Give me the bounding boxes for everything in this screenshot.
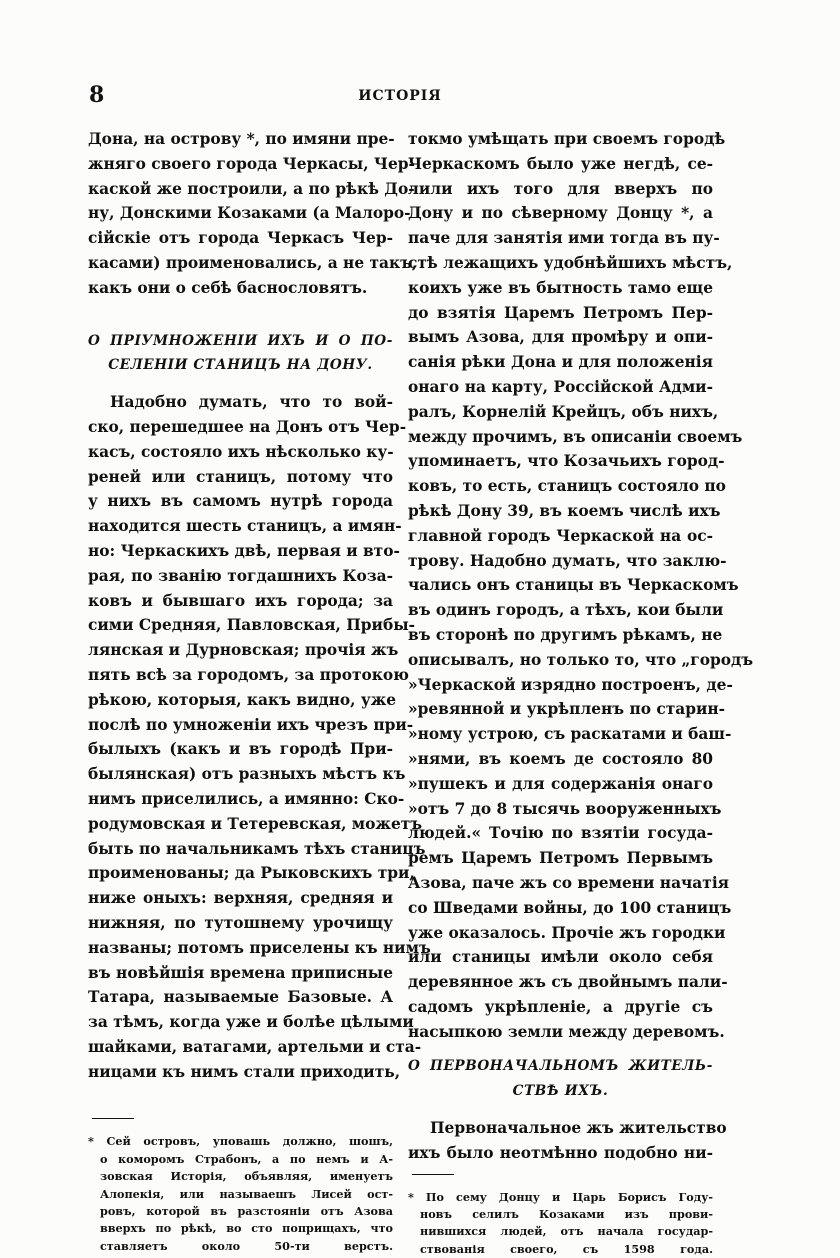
text-line: стѣ лежащихъ удобнѣйшихъ мѣстъ,: [408, 253, 733, 272]
text-line: »ревянной и укрѣпленъ по старин-: [408, 700, 726, 719]
text-line: ровъ, которой въ разстояніи отъ Азова: [100, 1204, 393, 1219]
text-line: О ПЕРВОНАЧАЛЬНОМЪ ЖИТЕЛЬ-: [408, 1058, 713, 1075]
text-line: Азова, паче жъ со времени начатія: [408, 873, 730, 892]
text-line: ремъ Царемъ Петромъ Первымъ: [408, 849, 713, 868]
text-line: »нями, въ коемъ де состояло 80: [408, 749, 713, 768]
left-footnote: [88, 1133, 393, 1255]
text-line: нижняя, по тутошнему урочищу: [88, 913, 393, 932]
page-number: 8: [89, 82, 105, 108]
text-line: сійскіе отъ города Черкасъ Чер-: [88, 229, 393, 248]
text-line: ниже оныхъ: верхняя, средняя и: [88, 889, 393, 908]
text-line: касами) проименовались, а не такъ,: [88, 253, 418, 272]
text-line: ско, перешедшее на Донъ отъ Чер-: [88, 417, 407, 436]
text-line: онаго на карту, Россійской Адми-: [408, 377, 713, 396]
text-line: лянская и Дурновская; прочія жъ: [88, 641, 399, 660]
text-line: ралъ, Корнелій Крейцъ, объ нихъ,: [408, 402, 719, 421]
text-line: Первоначальное жъ жительство: [430, 1119, 727, 1138]
text-line: каской же построили, а по рѣкѣ До-: [88, 179, 415, 198]
text-line: шайками, ватагами, артельми и ста-: [88, 1037, 422, 1056]
text-line: ковъ и бывшаго ихъ города; за: [88, 591, 393, 610]
text-line: со Шведами войны, до 100 станицъ: [408, 898, 732, 917]
text-line: уже оказалось. Прочіе жъ городки: [408, 923, 726, 942]
right-paragraph-2: [408, 1116, 727, 1166]
text-line: за тѣмъ, когда уже и болѣе цѣлыми: [88, 1013, 414, 1032]
right-column: [408, 127, 754, 1258]
text-line: коихъ уже въ бытность тамо еще: [408, 278, 713, 297]
text-line: санія рѣки Дона и для положенія: [408, 353, 713, 372]
text-line: былянская) отъ разныхъ мѣстъ къ: [88, 765, 406, 784]
text-line: зовская Исторія, объявляя, именуетъ: [100, 1169, 393, 1184]
text-line: или станицы имѣли около себя: [408, 948, 713, 967]
text-line: паче для занятія ими тогда въ пу-: [408, 229, 720, 248]
text-line: въ одинъ городъ, а тѣхъ, кои были: [408, 601, 724, 620]
left-paragraph-2: [88, 390, 431, 1084]
text-line: Алопекія, или называешъ Лисей ост-: [100, 1186, 393, 1201]
footnote-rule: [92, 1118, 134, 1119]
text-line: деревянное жъ съ двойнымъ пали-: [408, 973, 728, 992]
text-line: »пушекъ и для содержанія онаго: [408, 774, 713, 793]
text-line: вверхъ по рѣкѣ, во сто поприщахъ, что: [100, 1221, 393, 1236]
text-line: родумовская и Тетеревская, можетъ: [88, 814, 423, 833]
text-line: ствованія своего, съ 1598 года.: [420, 1241, 713, 1256]
text-line: послѣ по умноженіи ихъ чрезъ при-: [88, 715, 414, 734]
text-line: но: Черкаскихъ двѣ, первая и вто-: [88, 541, 400, 560]
text-line: находится шесть станицъ, а имян-: [88, 517, 402, 536]
text-line: людей.« Точію по взятіи госуда-: [408, 824, 713, 843]
text-line: рая, по званію тогдашнихъ Коза-: [88, 566, 393, 585]
text-line: насыпкою земли между деревомъ.: [408, 1022, 725, 1041]
text-line: сими Средняя, Павловская, Прибы-: [88, 616, 416, 635]
text-line: описывалъ, но только то, что „городъ: [408, 650, 754, 669]
text-line: о коморомъ Страбонъ, а по немъ и А-: [100, 1151, 393, 1166]
text-line: реней или станицъ, потому что: [88, 467, 393, 486]
text-line: * По сему Донцу и Царь Борисъ Году-: [408, 1189, 713, 1204]
text-line: трову. Надобно думать, что заклю-: [408, 551, 727, 570]
text-line: до взятія Царемъ Петромъ Пер-: [408, 303, 713, 322]
footnote-rule: [412, 1174, 454, 1175]
text-line: у нихъ въ самомъ нутрѣ города: [88, 492, 393, 511]
text-line: былыхъ (какъ и въ городѣ При-: [88, 740, 393, 759]
text-line: въ сторонѣ по другимъ рѣкамъ, не: [408, 625, 723, 644]
text-line: Дону и по сѣверному Донцу *, а: [408, 204, 713, 223]
text-line: какъ они о себѣ баснословятъ.: [88, 278, 368, 297]
text-line: нившихся людей, отъ начала государ-: [420, 1224, 713, 1239]
text-line: ставляетъ около 50-ти верстъ.: [100, 1238, 393, 1253]
text-line: * Сей островъ, уповашь должно, шошъ,: [88, 1134, 393, 1149]
text-line: садомъ укрѣпленіе, а другіе съ: [408, 997, 713, 1016]
text-line: »отъ 7 до 8 тысячь вооруженныхъ: [408, 799, 722, 818]
text-line: быть по начальникамъ тѣхъ станицъ: [88, 839, 426, 858]
text-line: Черкаскомъ было уже негдѣ, се-: [408, 154, 713, 173]
text-line: рѣкою, которыя, какъ видно, уже: [88, 690, 397, 709]
left-column: [88, 127, 431, 1255]
text-line: О ПРІУМНОЖЕНІИ ИХЪ И О ПО-: [88, 332, 393, 349]
text-line: »Черкаской изрядно построенъ, де-: [408, 675, 733, 694]
text-line: СЕЛЕНІИ СТАНИЦЪ НА ДОНУ.: [108, 357, 373, 374]
text-line: Татара, называемые Базовые. А: [88, 988, 393, 1007]
right-footnote: [408, 1189, 713, 1258]
text-line: СТВѢ ИХЪ.: [512, 1083, 609, 1100]
text-line: главной городъ Черкаской на ос-: [408, 526, 713, 545]
text-line: вымъ Азова, для промѣру и опи-: [408, 328, 713, 347]
text-line: касъ, состояло ихъ нѣсколько ку-: [88, 442, 394, 461]
text-line: новъ селилъ Козаками изъ прови-: [420, 1207, 713, 1222]
text-line: проименованы; да Рыковскихъ три,: [88, 864, 415, 883]
text-line: ковъ, то есть, станицъ состояло по: [408, 477, 726, 496]
text-line: жняго своего города Черкасы, Чер-: [88, 154, 415, 173]
text-line: »ному устрою, съ раскатами и баш-: [408, 725, 732, 744]
text-line: упоминаетъ, что Козачьихъ город-: [408, 452, 725, 471]
text-line: названы; потомъ приселены къ нимъ: [88, 938, 431, 957]
left-paragraph-1: [88, 127, 418, 301]
right-section-heading: [408, 1054, 713, 1104]
left-section-heading: [88, 329, 393, 379]
running-title: ИСТОРІЯ: [358, 88, 442, 104]
text-line: лили ихъ того для вверхъ по: [408, 179, 713, 198]
text-line: нимъ приселились, а имянно: Ско-: [88, 789, 405, 808]
text-line: чались онъ станицы въ Черкаскомъ: [408, 576, 739, 595]
text-line: Надобно думать, что то вой-: [110, 393, 393, 412]
text-line: въ новѣйшія времена приписные: [88, 963, 393, 982]
text-line: ихъ было неотмѣнно подобно ни-: [408, 1143, 713, 1162]
text-line: ницами къ нимъ стали приходить,: [88, 1062, 401, 1081]
text-line: токмо умѣщать при своемъ городѣ: [408, 130, 726, 148]
text-line: Дона, на острову *, по имяни пре-: [88, 130, 395, 148]
text-line: пять всѣ за городомъ, за протокою: [88, 665, 409, 684]
right-paragraph-1: [408, 127, 754, 1044]
text-line: рѣкѣ Дону 39, въ коемъ числѣ ихъ: [408, 501, 721, 520]
text-line: ну, Донскими Козаками (а Малоро-: [88, 204, 411, 223]
text-line: между прочимъ, въ описаніи своемъ: [408, 427, 743, 446]
